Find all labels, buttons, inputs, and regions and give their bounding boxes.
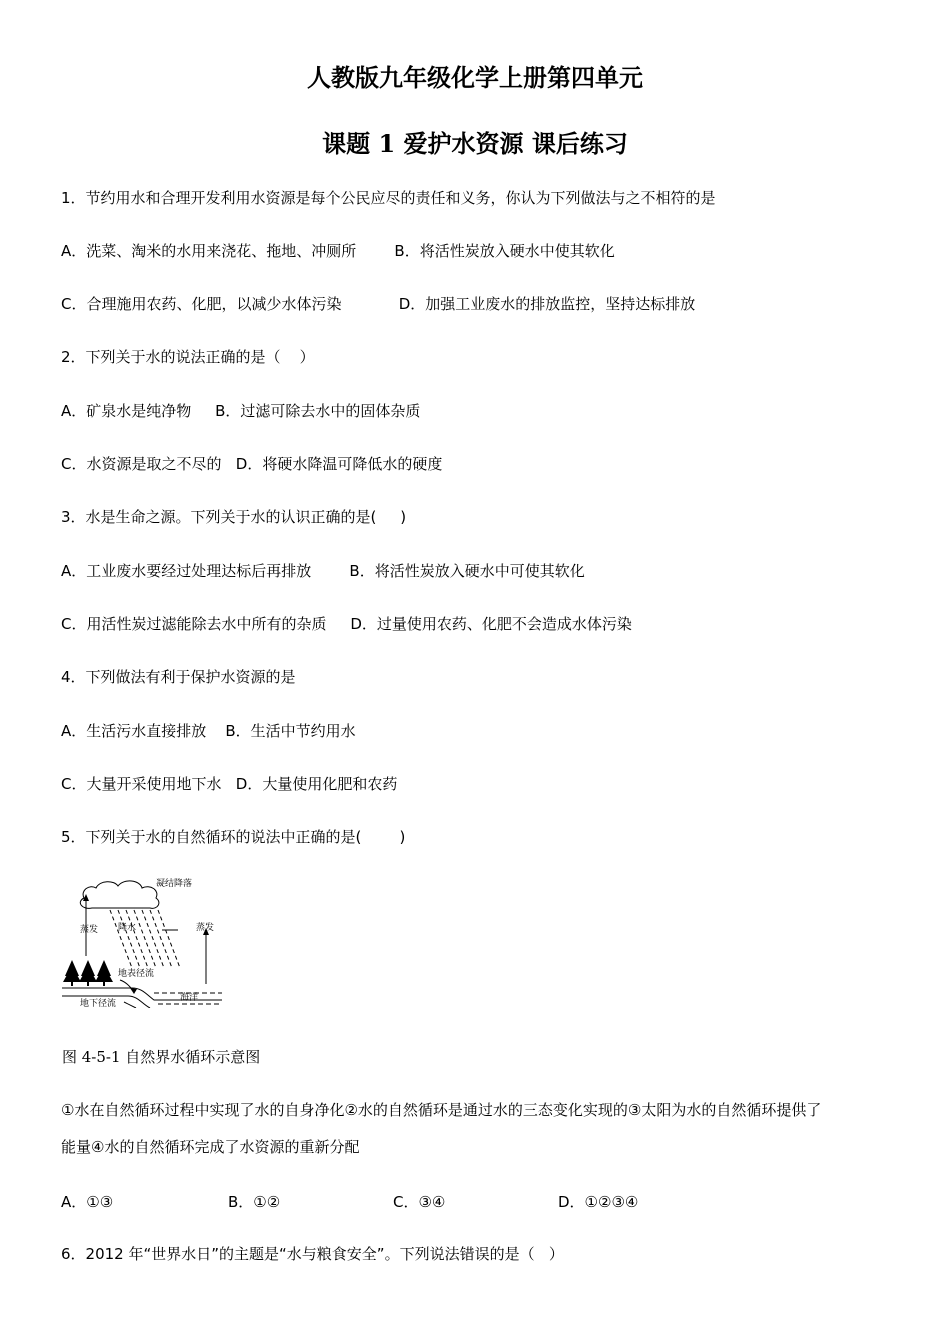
question-5-option-c: C．③④	[393, 1193, 446, 1211]
tree-icon	[63, 960, 113, 986]
question-4-stem: 4．下列做法有利于保护水资源的是	[61, 668, 296, 686]
diagram-label-evaporation-left: 蒸发	[80, 925, 99, 935]
diagram-label-groundwater-runoff: 地下径流	[80, 999, 117, 1008]
question-1-options-ab: A．洗菜、淘米的水用来浇花、拖地、冲厕所 B．将活性炭放入硬水中使其软化	[61, 242, 615, 260]
question-5-option-a: A．①③	[61, 1193, 114, 1211]
question-3-options-ab: A．工业废水要经过处理达标后再排放 B．将活性炭放入硬水中可使其软化	[61, 562, 585, 580]
document-title: 人教版九年级化学上册第四单元	[307, 63, 643, 92]
question-4-options-ab: A．生活污水直接排放 B．生活中节约用水	[61, 722, 356, 740]
question-5-option-b: B．①②	[228, 1193, 281, 1211]
question-2-options-ab: A．矿泉水是纯净物 B．过滤可除去水中的固体杂质	[61, 402, 421, 420]
cloud-icon	[80, 881, 159, 908]
question-5-statement-line-1: ①水在自然循环过程中实现了水的自身净化②水的自然循环是通过水的三态变化实现的③太阳为水的自然循环提供了	[61, 1101, 822, 1119]
question-5-statement-line-2: 能量④水的自然循环完成了水资源的重新分配	[61, 1138, 360, 1156]
diagram-label-evaporation-right: 蒸发	[196, 923, 215, 933]
question-3-stem: 3．水是生命之源。下列关于水的认识正确的是( )	[61, 508, 407, 526]
question-2-options-cd: C．水资源是取之不尽的 D．将硬水降温可降低水的硬度	[61, 455, 443, 473]
water-cycle-diagram	[62, 876, 222, 1008]
question-2-stem: 2．下列关于水的说法正确的是（ ）	[61, 348, 315, 366]
question-1-stem: 1．节约用水和合理开发利用水资源是每个公民应尽的责任和义务，你认为下列做法与之不相符的是	[61, 189, 716, 207]
diagram-label-condensation: 凝结降落	[156, 879, 193, 889]
question-3-options-cd: C．用活性炭过滤能除去水中所有的杂质 D．过量使用农药、化肥不会造成水体污染	[61, 615, 632, 633]
document-subtitle: 课题 1 爱护水资源 课后练习	[322, 129, 628, 158]
diagram-label-precipitation: 降水	[118, 923, 137, 933]
figure-caption: 图 4-5-1 自然界水循环示意图	[62, 1048, 261, 1066]
question-6-stem: 6．2012 年“世界水日”的主题是“水与粮食安全”。下列说法错误的是（ ）	[61, 1245, 564, 1263]
diagram-label-surface-runoff: 地表径流	[118, 969, 155, 979]
diagram-label-ocean: 海洋	[180, 993, 199, 1003]
question-4-options-cd: C．大量开采使用地下水 D．大量使用化肥和农药	[61, 775, 398, 793]
question-5-option-d: D．①②③④	[558, 1193, 639, 1211]
question-1-options-cd: C．合理施用农药、化肥，以减少水体污染 D．加强工业废水的排放监控，坚持达标排放	[61, 295, 696, 313]
question-5-stem: 5．下列关于水的自然循环的说法中正确的是( )	[61, 828, 406, 846]
